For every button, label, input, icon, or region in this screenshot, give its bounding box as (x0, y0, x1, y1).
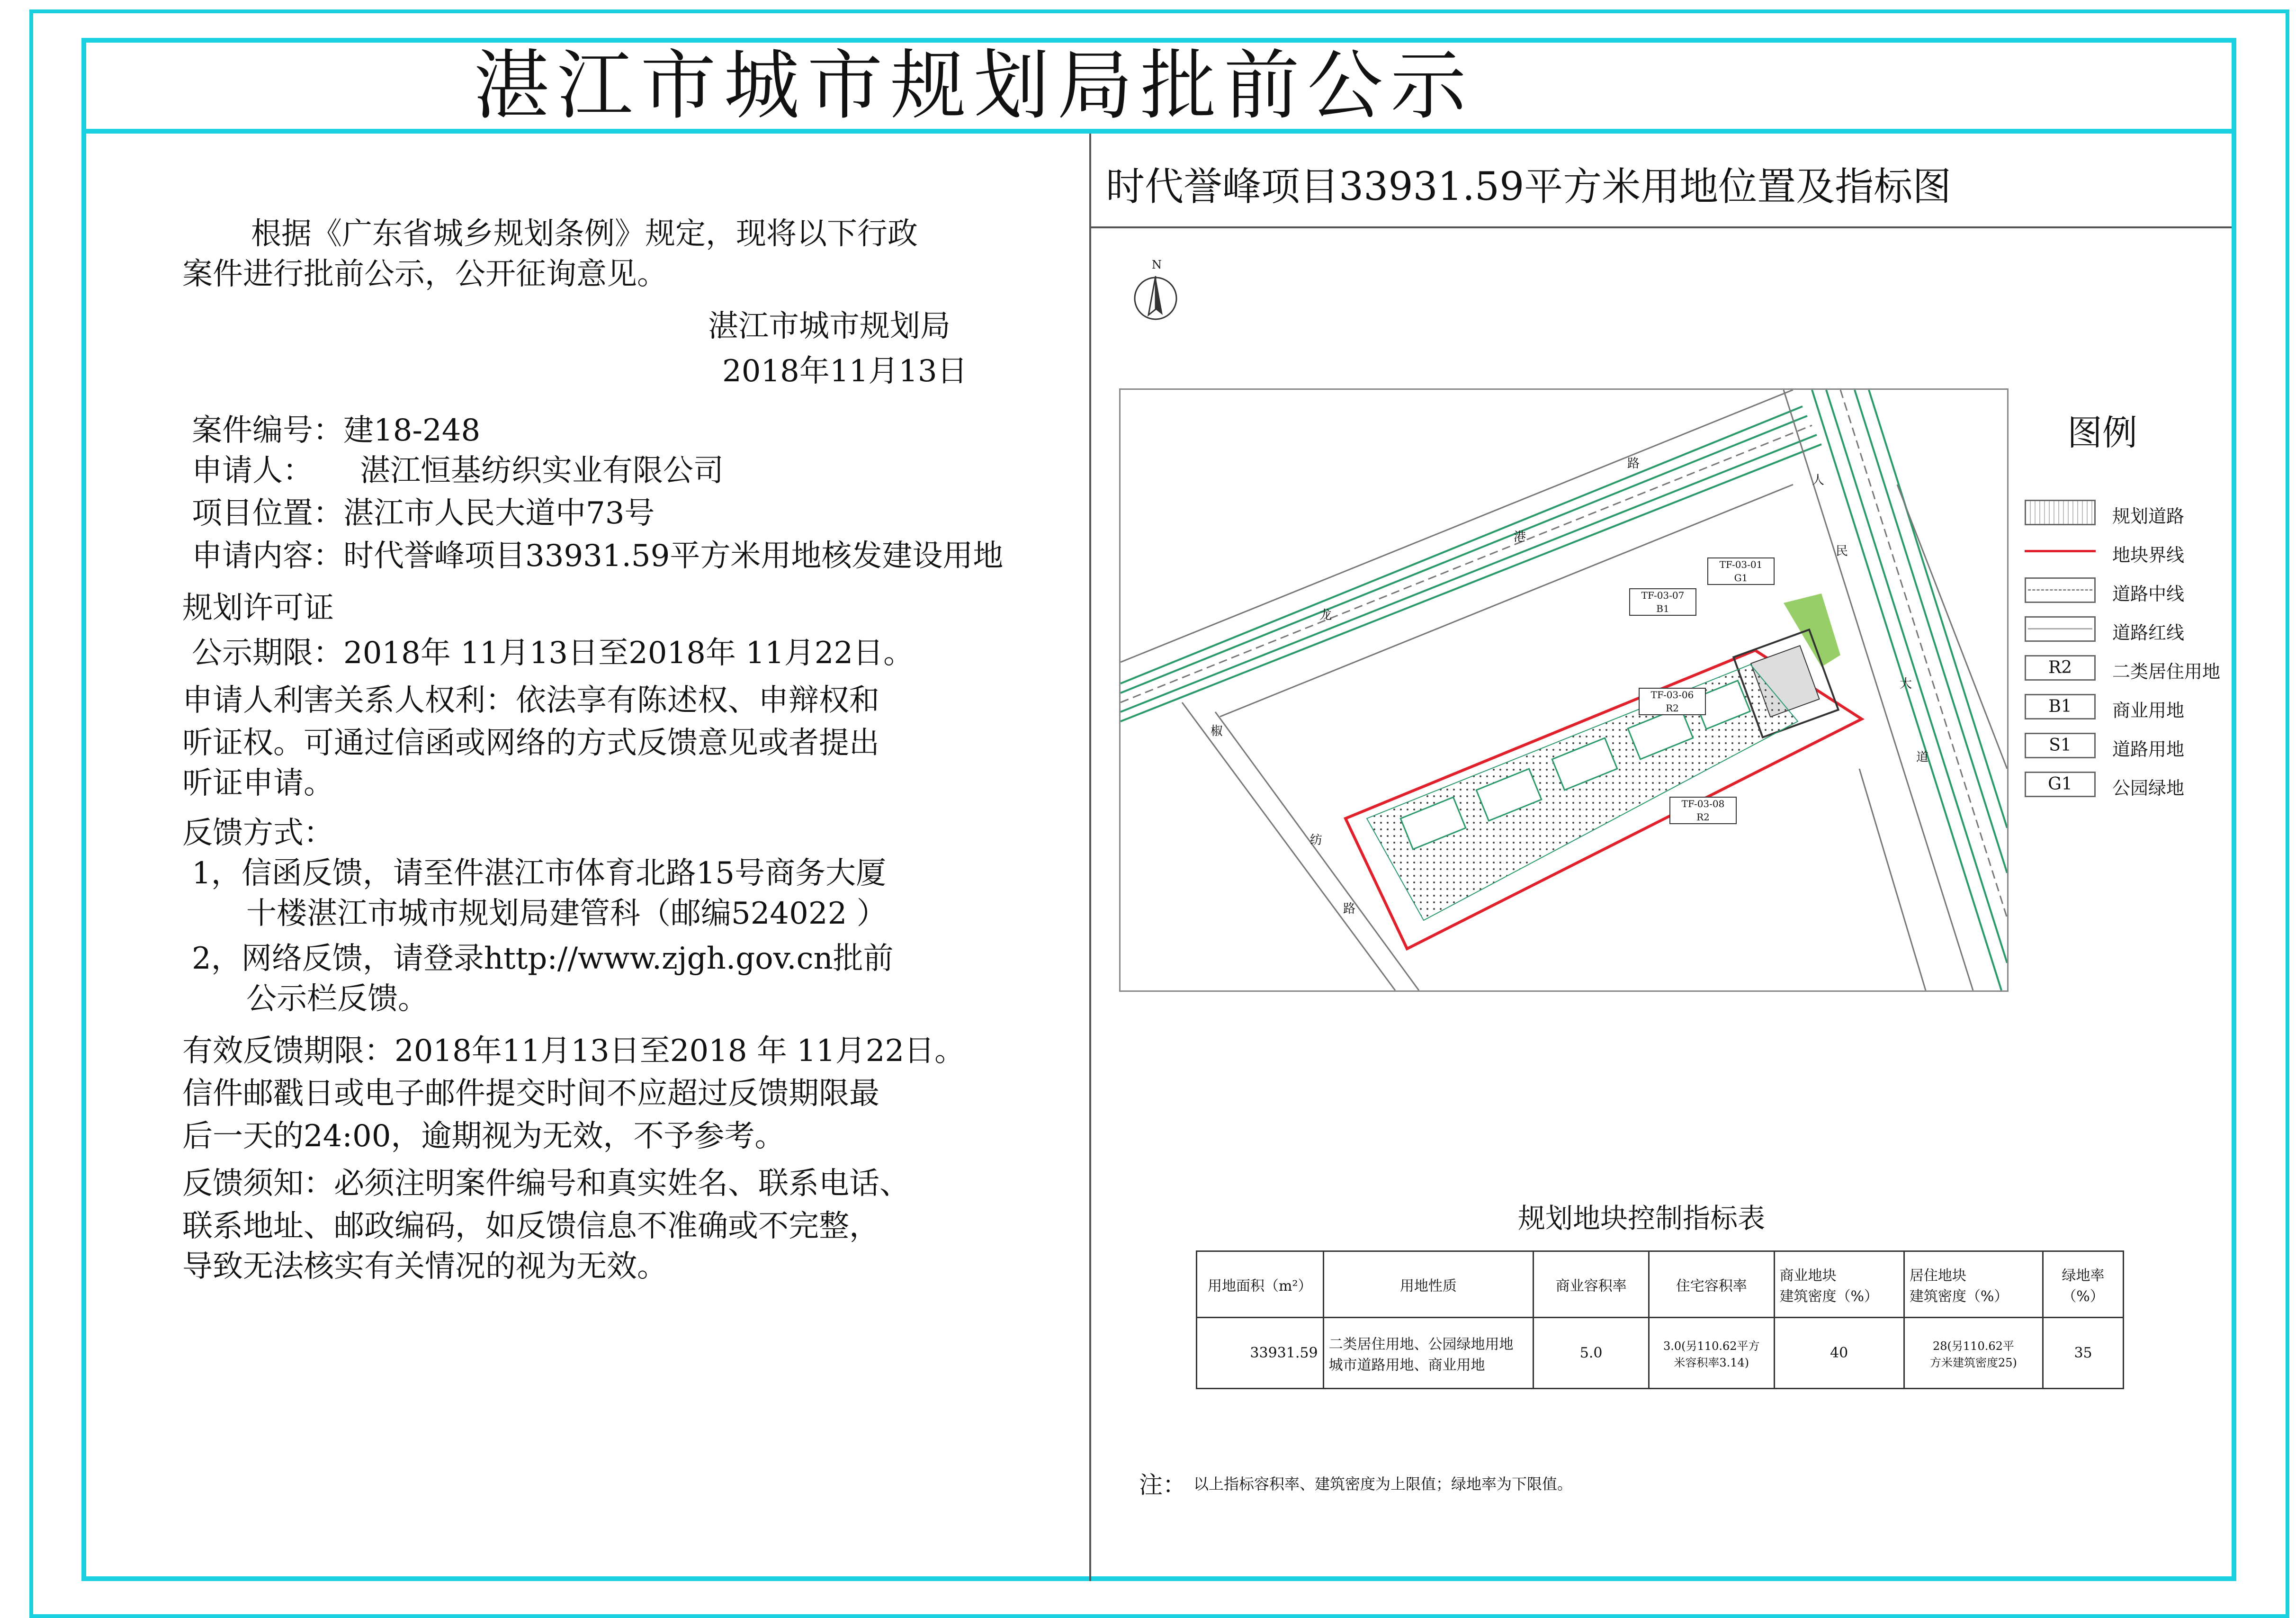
legend-label: 道路中线 (2112, 584, 2185, 604)
column-divider (1089, 134, 1091, 1581)
road-label: 民 (1836, 544, 1848, 558)
site-map (1119, 388, 2009, 992)
control-index-table (1196, 1250, 2124, 1389)
rights-line-1: 申请人利害关系人权利：依法享有陈述权、申辩权和 (182, 683, 879, 718)
parcel-use: R2 (1696, 811, 1710, 823)
applicant-name: 湛江恒基纺织实业有限公司 (360, 453, 724, 488)
legend-swatch-r2: R2 (2025, 655, 2096, 681)
road-label: 道 (1916, 750, 1929, 764)
applicant-label: 申请人： (192, 453, 313, 488)
feedback-mail-line-2: 十楼湛江市城市规划局建管科（邮编524022 ） (246, 896, 887, 931)
feedback-web-line-1: 2，网络反馈，请登录http://www.zjgh.gov.cn批前 (192, 941, 894, 976)
road-label: 港 (1514, 530, 1526, 544)
legend-label: 商业用地 (2112, 700, 2185, 721)
north-label: N (1152, 258, 1162, 271)
legend-label: 道路红线 (2112, 622, 2185, 643)
table-cell: 35 (2043, 1318, 2124, 1389)
table-header-cell: 用地面积（m²） (1197, 1251, 1324, 1318)
legend-swatch-red-line (2025, 616, 2096, 642)
legend-swatch-g1: G1 (2025, 772, 2096, 797)
road-label: 大 (1900, 677, 1912, 691)
parcel-tag-tf-03-07 (1630, 589, 1696, 615)
legend-swatch-planned-road (2025, 500, 2096, 525)
road-label: 纺 (1310, 833, 1323, 847)
map-title: 时代誉峰项目33931.59平方米用地位置及指标图 (1106, 164, 1952, 209)
road-diagonal (1121, 390, 1821, 721)
valid-feedback-period: 有效反馈期限：2018年11月13日至2018 年 11月22日。 (182, 1034, 965, 1069)
issuer: 湛江市城市规划局 (708, 309, 951, 344)
postmark-line-1: 信件邮戳日或电子邮件提交时间不应超过反馈期限最 (182, 1076, 879, 1111)
north-arrow-icon (1130, 258, 1182, 324)
legend-label: 地块界线 (2112, 545, 2185, 566)
application-content-cont: 规划许可证 (182, 591, 334, 626)
road-label: 路 (1343, 902, 1356, 916)
legend-label: 规划道路 (2112, 506, 2185, 527)
publicity-period: 公示期限：2018年 11月13日至2018年 11月22日。 (192, 636, 914, 671)
table-header-cell: 商业地块 建筑密度（%） (1774, 1251, 1904, 1318)
table-cell: 3.0(另110.62平方 米容积率3.14) (1649, 1318, 1774, 1389)
table-cell: 二类居住用地、公园绿地用地 城市道路用地、商业用地 (1323, 1318, 1534, 1389)
table-header-cell: 商业容积率 (1534, 1251, 1649, 1318)
table-cell: 40 (1774, 1318, 1904, 1389)
parcel-code: TF-03-01 (1719, 559, 1763, 570)
parcel-use: R2 (1666, 702, 1679, 714)
legend-swatch-b1: B1 (2025, 694, 2096, 719)
table-cell: 33931.59 (1197, 1318, 1324, 1389)
legend-swatch-boundary (2025, 539, 2096, 564)
feedback-mail-line-1: 1，信函反馈，请至件湛江市体育北路15号商务大厦 (192, 856, 887, 891)
table-header-cell: 绿地率（%） (2043, 1251, 2124, 1318)
parcel-code: TF-03-07 (1641, 590, 1685, 601)
intro-line-2: 案件进行批前公示，公开征询意见。 (182, 257, 667, 292)
parcel-code: TF-03-08 (1681, 798, 1725, 809)
notice-line-1: 反馈须知：必须注明案件编号和真实姓名、联系电话、 (182, 1166, 910, 1201)
parcel-use: B1 (1656, 603, 1669, 614)
legend-label: 公园绿地 (2112, 778, 2185, 799)
road-label: 人 (1812, 473, 1825, 487)
legend-title: 图例 (2067, 413, 2137, 453)
table-header-cell: 用地性质 (1323, 1251, 1534, 1318)
parcel-tag-tf-03-01 (1708, 558, 1774, 584)
table-header-cell: 居住地块 建筑密度（%） (1904, 1251, 2043, 1318)
rights-line-2: 听证权。可通过信函或网络的方式反馈意见或者提出 (182, 726, 879, 761)
notice-line-3: 导致无法核实有关情况的视为无效。 (182, 1249, 667, 1284)
intro-line-1: 根据《广东省城乡规划条例》规定，现将以下行政 (251, 216, 918, 252)
feedback-title: 反馈方式： (182, 816, 334, 851)
road-label: 路 (1627, 457, 1640, 471)
table-row (1197, 1318, 2124, 1389)
table-header-cell: 住宅容积率 (1649, 1251, 1774, 1318)
road-label: 龙 (1319, 608, 1332, 622)
parcel-use: G1 (1734, 572, 1748, 584)
note-text: 以上指标容积率、建筑密度为上限值；绿地率为下限值。 (1193, 1475, 1573, 1493)
page-title: 湛江市城市规划局批前公示 (474, 41, 1474, 130)
legend-label: 二类居住用地 (2112, 661, 2221, 682)
table-cell: 28(另110.62平 方米建筑密度25) (1904, 1318, 2043, 1389)
table-title: 规划地块控制指标表 (1518, 1202, 1766, 1234)
notice-line-2: 联系地址、邮政编码，如反馈信息不准确或不完整， (182, 1209, 879, 1244)
rights-line-3: 听证申请。 (182, 766, 334, 801)
project-location: 项目位置：湛江市人民大道中73号 (192, 496, 655, 531)
parcel-code: TF-03-06 (1650, 689, 1694, 701)
feedback-web-line-2: 公示栏反馈。 (246, 981, 428, 1016)
application-content: 申请内容：时代誉峰项目33931.59平方米用地核发建设用地 (192, 539, 1004, 574)
note-label: 注： (1139, 1471, 1186, 1499)
postmark-line-2: 后一天的24:00，逾期视为无效，不予参考。 (182, 1119, 785, 1154)
legend-label: 道路用地 (2112, 739, 2185, 760)
parcel-tag-tf-03-06 (1639, 688, 1705, 715)
parcel-tag-tf-03-08 (1670, 797, 1736, 824)
legend-swatch-s1: S1 (2025, 733, 2096, 758)
table-cell: 5.0 (1534, 1318, 1649, 1389)
case-number: 案件编号：建18-248 (192, 413, 481, 448)
road-label: 椒 (1211, 724, 1223, 738)
map-title-divider (1091, 226, 2232, 228)
table-header-row (1197, 1251, 2124, 1318)
legend-swatch-centerline (2025, 577, 2096, 603)
issue-date: 2018年11月13日 (722, 354, 968, 389)
